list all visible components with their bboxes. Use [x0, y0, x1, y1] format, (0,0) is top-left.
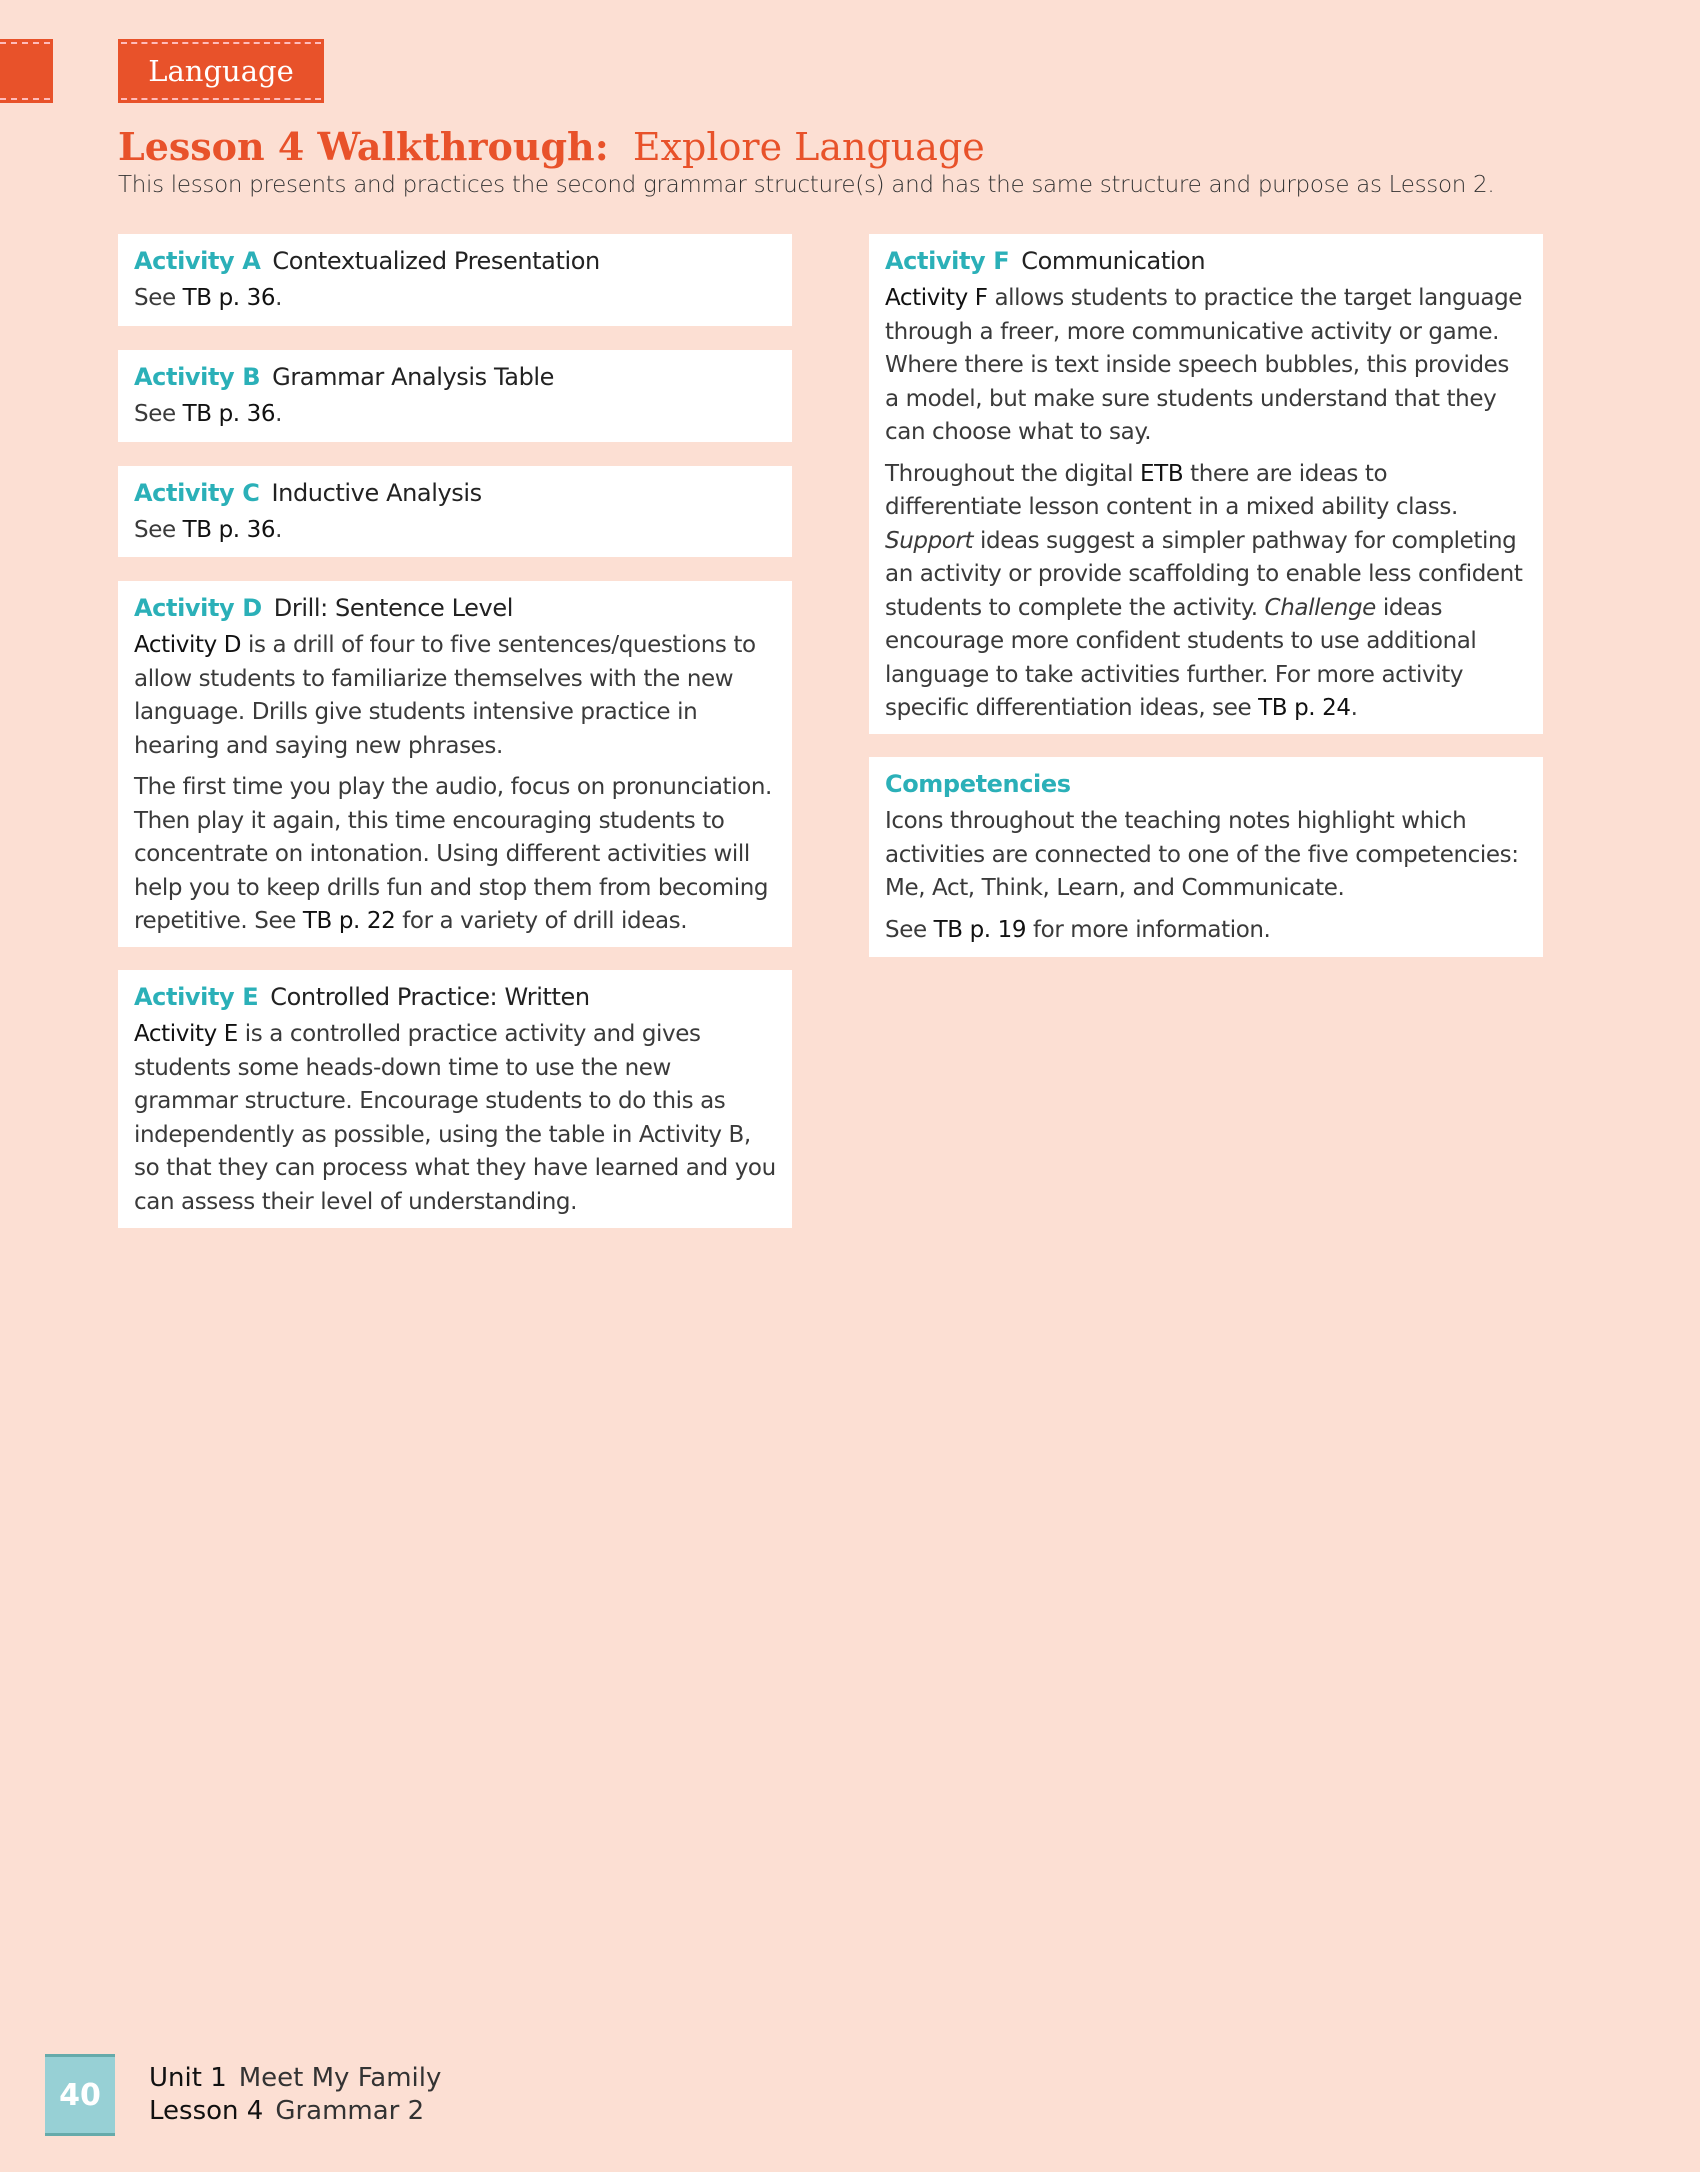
- title-bold: Lesson 4 Walkthrough:: [118, 124, 609, 169]
- activity-title: Inductive Analysis: [271, 479, 482, 507]
- activity-label: Activity F: [885, 247, 1010, 275]
- activity-label: Activity C: [134, 479, 260, 507]
- competencies-title: Competencies: [885, 770, 1071, 798]
- activity-title: Controlled Practice: Written: [270, 983, 590, 1011]
- page-ref: TB p. 24: [1258, 695, 1351, 721]
- page-ref: TB p. 36: [182, 285, 276, 311]
- activity-text: Activity F allows students to practice the target language through a freer, more communicative activity or game. Where there is text inside speech bubbles, this provides a model, but make sure students understand that they can choose what to say.: [885, 285, 1523, 445]
- activity-label: Activity A: [134, 247, 261, 275]
- activity-text: See TB p. 36.: [134, 401, 282, 427]
- intro-text: This lesson presents and practices the second grammar structure(s) and has the same structure and purpose as Lesson 2.: [118, 172, 1495, 198]
- activity-label: Activity D: [134, 594, 262, 622]
- activity-label: Activity B: [134, 363, 261, 391]
- footer-unit: Unit 1 Meet My Family: [149, 2063, 442, 2093]
- activity-f-box: [869, 234, 1543, 734]
- page-ref: TB p. 19: [933, 916, 1027, 943]
- page-ref: TB p. 36: [182, 517, 276, 543]
- page-number: 40: [45, 2057, 115, 2133]
- activity-c-box: [118, 466, 792, 557]
- activity-e-box: [118, 970, 792, 1228]
- section-tab-language: Language: [121, 42, 321, 100]
- competencies-box: [869, 757, 1543, 957]
- activity-title: Grammar Analysis Table: [272, 363, 555, 391]
- activity-text: See TB p. 36.: [134, 517, 282, 543]
- activity-a-box: [118, 234, 792, 326]
- competencies-text: Icons throughout the teaching notes highlight which activities are connected to one of the five competencies: Me, Act, Think, Learn, and Communicate.: [885, 808, 1519, 901]
- activity-b-box: [118, 350, 792, 442]
- activity-title: Drill: Sentence Level: [273, 594, 513, 622]
- page-title: [118, 124, 985, 169]
- activity-text: Activity D is a drill of four to five sentences/questions to allow students to familiarize themselves with the new language. Drills give students intensive practice in hearing and saying new phrases.: [134, 632, 756, 759]
- section-tab-edge: [0, 42, 50, 100]
- page-ref: TB p. 36: [182, 401, 276, 427]
- competencies-ref: See TB p. 19 for more information.: [885, 916, 1271, 943]
- activity-label: Activity E: [134, 983, 259, 1011]
- footer-lesson: Lesson 4 Grammar 2: [149, 2096, 425, 2126]
- activity-text: Activity E is a controlled practice activity and gives students some heads-down time to use the new grammar structure. Encourage students to do this as independently as possible, using the table in Activity B, so that they can process what they have learned and you can assess their level of understanding.: [134, 1021, 776, 1215]
- activity-title: Contextualized Presentation: [272, 247, 600, 275]
- title-light: Explore Language: [632, 125, 985, 169]
- activity-text: See TB p. 36.: [134, 285, 282, 311]
- activity-text: Throughout the digital ETB there are ideas to differentiate lesson content in a mixed ability class. Support ideas suggest a simpler pathway for completing an activity or provide scaffolding to enable less confident students to complete the activity. Challenge ideas encourage more confident students to use additional language to take activities further. For more activity specific differentiation ideas, see TB p. 24.: [885, 460, 1523, 721]
- activity-title: Communication: [1021, 247, 1206, 275]
- activity-text: The first time you play the audio, focus on pronunciation. Then play it again, this time encouraging students to concentrate on intonation. Using different activities will help you to keep drills fun and stop them from becoming repetitive. See TB p. 22 for a variety of drill ideas.: [134, 774, 772, 934]
- activity-d-box: [118, 581, 792, 947]
- page-ref: TB p. 22: [302, 908, 396, 934]
